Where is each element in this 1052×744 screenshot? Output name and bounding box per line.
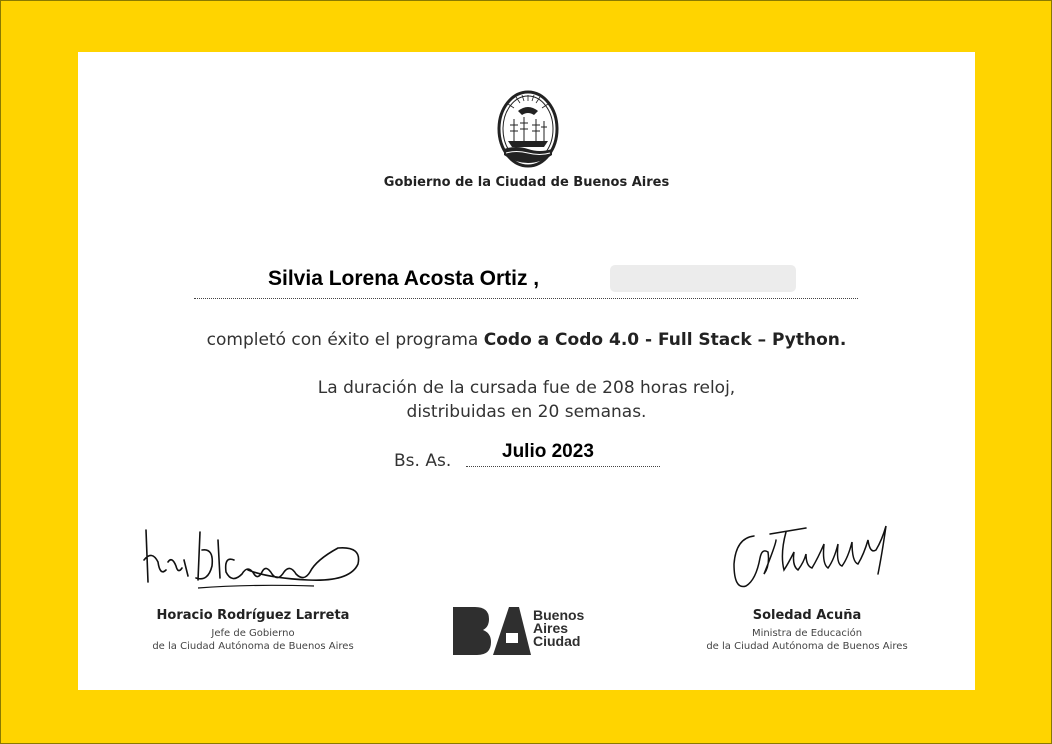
government-name: Gobierno de la Ciudad de Buenos Aires [383, 175, 670, 190]
date-prefix: Bs. As. [394, 451, 452, 471]
signatory-right-name: Soledad Acuña [752, 608, 862, 623]
signatory-left-role-2: de la Ciudad Autónoma de Buenos Aires [152, 641, 354, 652]
signature-right-image [726, 514, 896, 602]
ba-ciudad-logo [453, 605, 613, 665]
signatory-left-role-1: Jefe de Gobierno [211, 628, 295, 639]
city-seal-icon [496, 89, 560, 169]
recipient-name: Silvia Lorena Acosta Ortiz , [268, 267, 540, 290]
signatory-right-role-1: Ministra de Educación [751, 628, 863, 639]
ba-logo-line-2: Aires [533, 620, 569, 636]
completion-statement [78, 330, 975, 350]
date-row [394, 441, 694, 474]
date-dotted-line [466, 466, 660, 467]
certificate-paper [78, 52, 975, 690]
date-value: Julio 2023 [502, 441, 594, 462]
signatory-left [103, 608, 403, 653]
signature-left-image [138, 520, 368, 600]
signatory-right [657, 608, 957, 653]
ba-logo-mark-icon [453, 607, 531, 655]
recipient-dotted-line [194, 298, 858, 299]
ba-logo-line-1: Buenos [533, 607, 585, 623]
ba-logo-text [533, 609, 584, 648]
signatory-right-role-2: de la Ciudad Autónoma de Buenos Aires [706, 641, 908, 652]
ba-logo-line-3: Ciudad [533, 633, 581, 649]
program-name: Codo a Codo 4.0 - Full Stack – Python. [483, 330, 847, 350]
duration-statement [78, 376, 975, 424]
duration-line-2: distribuidas en 20 semanas. [406, 402, 647, 422]
completion-prefix: completó con éxito el programa [206, 330, 479, 350]
duration-line-1: La duración de la cursada fue de 208 horas reloj, [317, 378, 736, 398]
signatory-left-name: Horacio Rodríguez Larreta [156, 608, 350, 623]
redacted-field [610, 265, 796, 292]
